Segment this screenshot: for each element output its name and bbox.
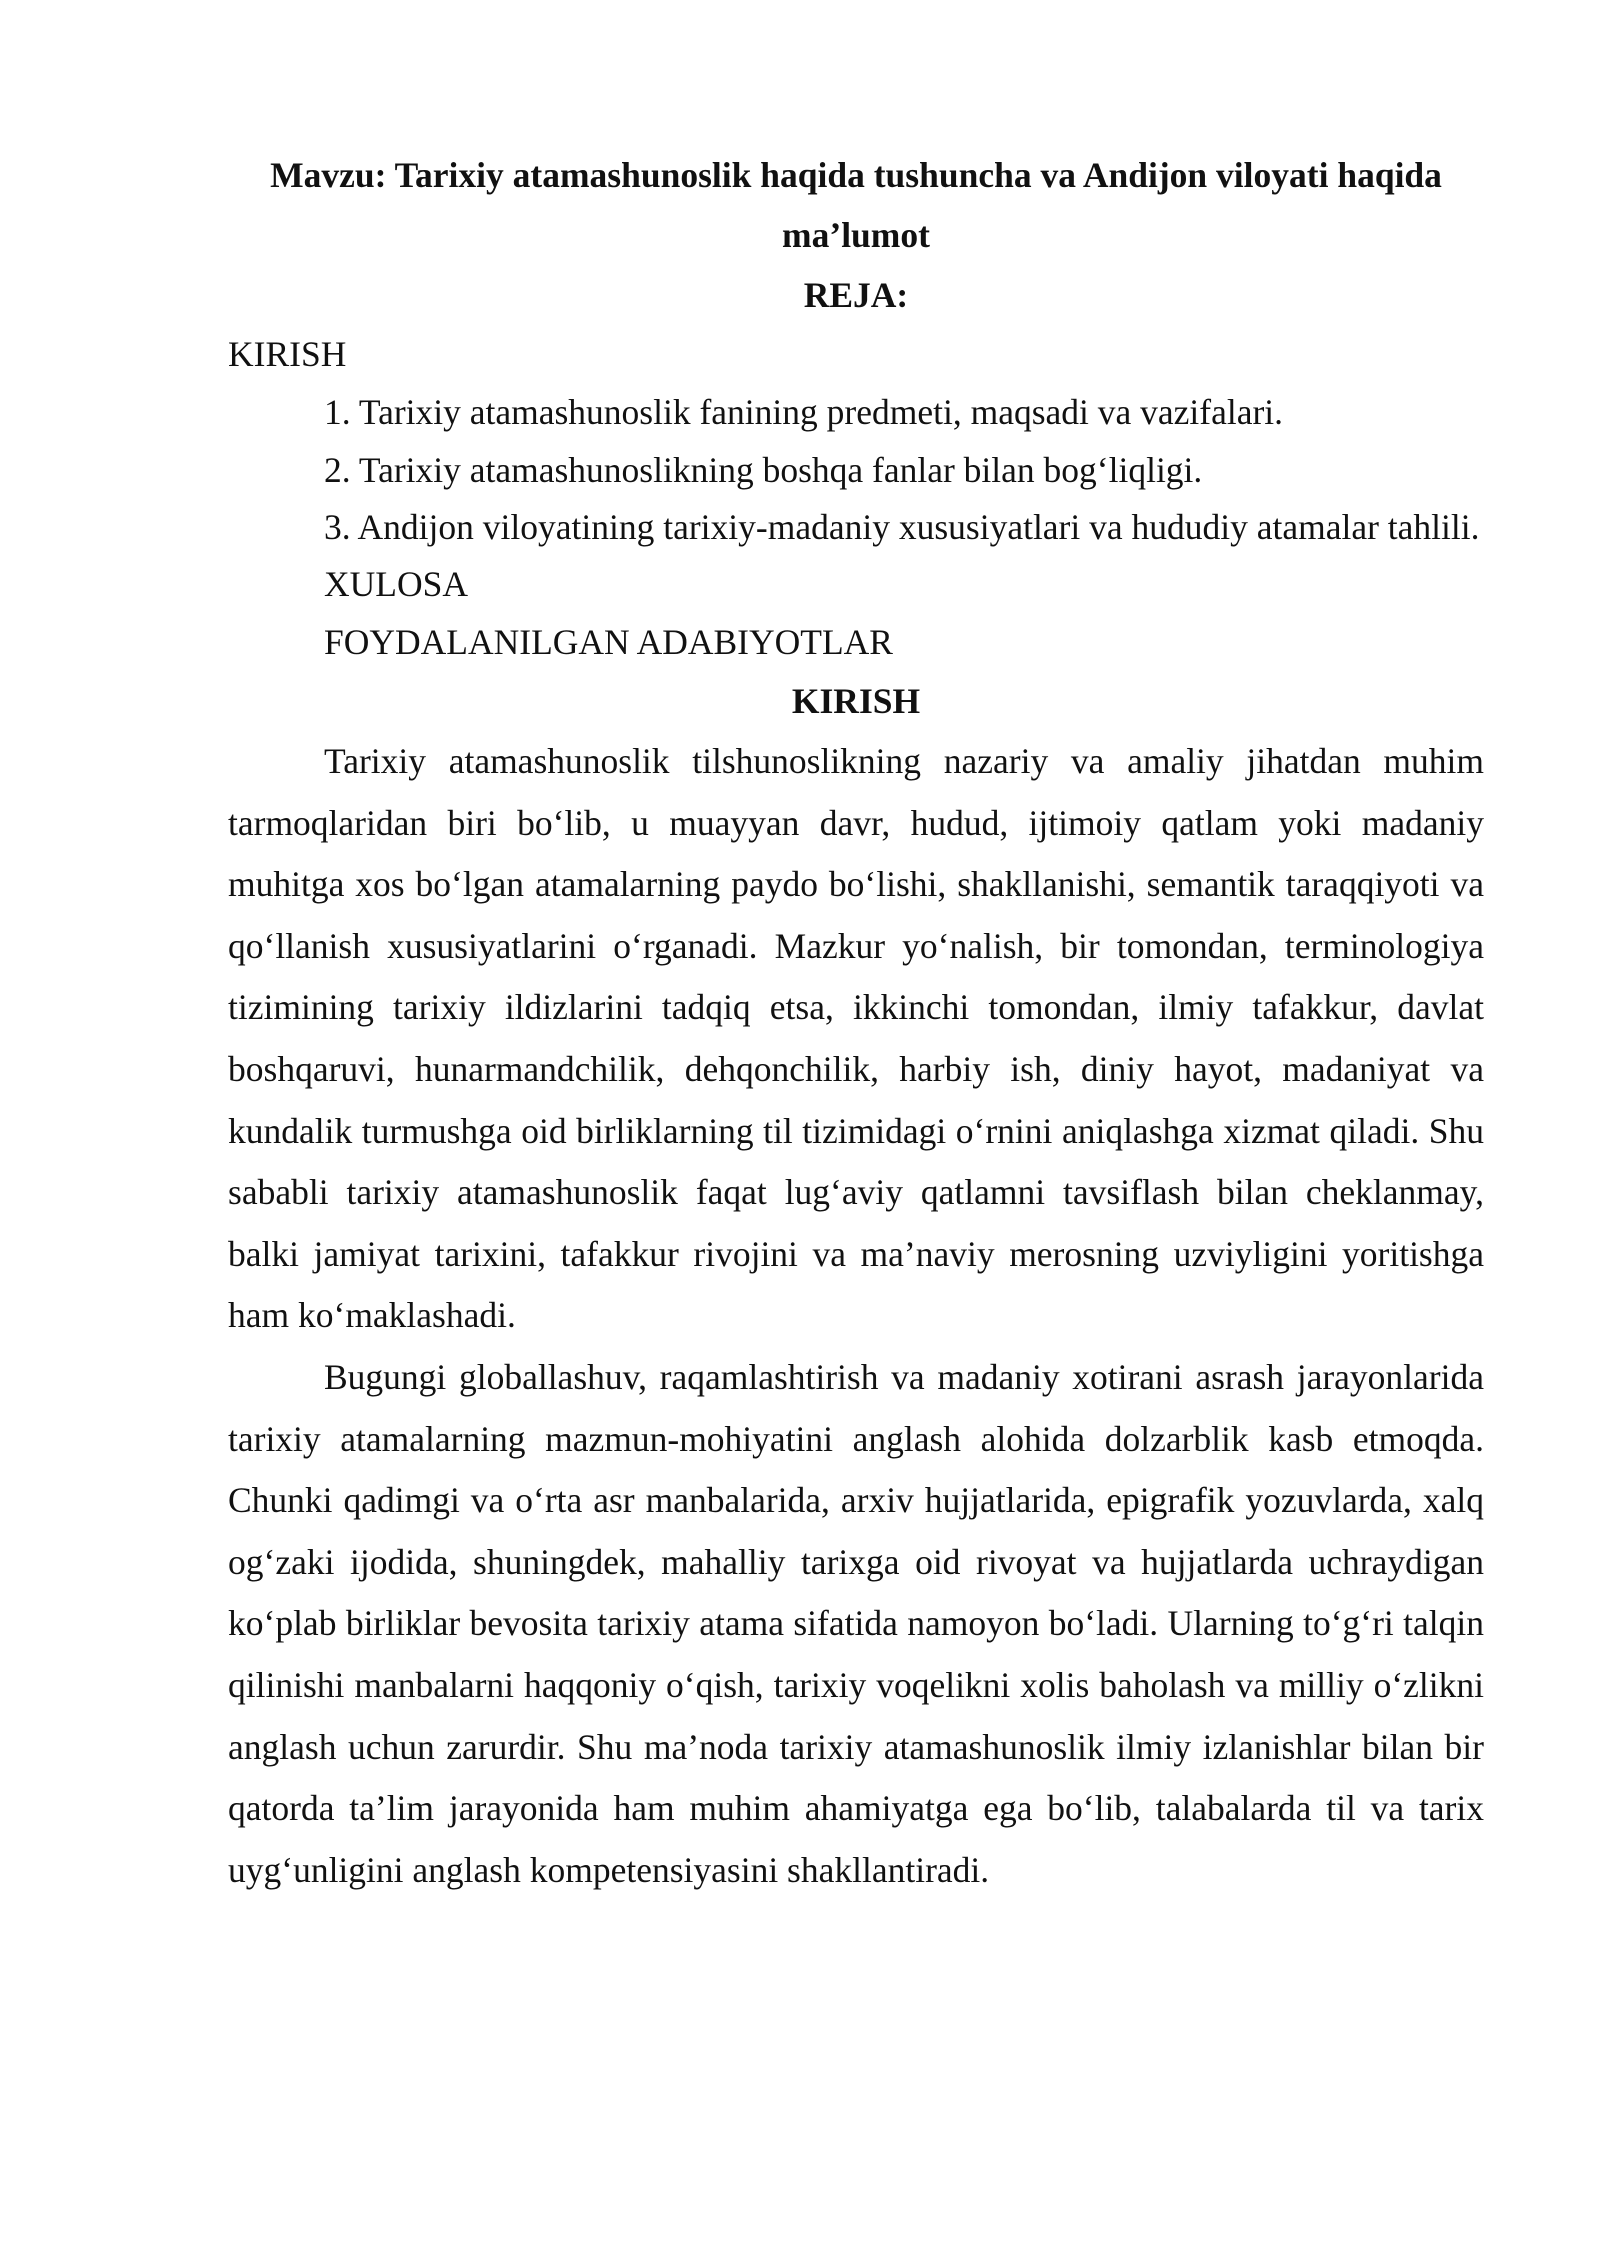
plan-item: 1. Tarixiy atamashunoslik fanining predmeti, maqsadi va vazifalari.: [324, 392, 1284, 432]
plan-item: 3. Andijon viloyatining tarixiy-madaniy xususiyatlari va hududiy atamalar tahlili.: [324, 507, 1480, 547]
plan-heading: REJA:: [803, 275, 909, 315]
plan-conclusion: XULOSA: [324, 564, 468, 604]
body-paragraph: Bugungi globallashuv, raqamlashtirish va madaniy xotirani asrash jarayonlarida tarixiy atamalarning mazmun-mohiyatini anglash alohida dolzarblik kasb etmoqda. Chunki qadimgi va o‘rta asr manbalarida, arxiv hujjatlarida, epigrafik yozuvlarda, xalq og‘zaki ijodida, shuningdek, mahalliy tarixga oid rivoyat va hujjatlarda uchraydigan ko‘plab birliklar bevosita tarixiy atama sifatida namoyon bo‘ladi. Ularning to‘g‘ri talqin qilinishi manbalarni haqqoniy o‘qish, tarixiy voqelikni xolis baholash va milliy o‘zlikni anglash uchun zarurdir. Shu ma’noda tarixiy atamashunoslik ilmiy izlanishlar bilan bir qatorda ta’lim jarayonida ham muhim ahamiyatga ega bo‘lib, talabalarda til va tarix uyg‘unligini anglash kompetensiyasini shakllantiradi.: [228, 1356, 1484, 1890]
body-paragraph: Tarixiy atamashunoslik tilshunoslikning nazariy va amaliy jihatdan muhim tarmoqlaridan biri bo‘lib, u muayyan davr, hudud, ijtimoiy qatlam yoki madaniy muhitga xos bo‘lgan atamalarning paydo bo‘lishi, shakllanishi, semantik taraqqiyoti va qo‘llanish xususiyatlarini o‘rganadi. Mazkur yo‘nalish, bir tomondan, terminologiya tizimining tarixiy ildizlarini tadqiq etsa, ikkinchi tomondan, ilmiy tafakkur, davlat boshqaruvi, hunarmandchilik, dehqonchilik, harbiy ish, diniy hayot, madaniyat va kundalik turmushga oid birliklarning til tizimidagi o‘rnini aniqlashga xizmat qiladi. Shu sababli tarixiy atamashunoslik faqat lug‘aviy qatlamni tavsiflash bilan cheklanmay, balki jamiyat tarixini, tafakkur rivojini va ma’naviy merosning uzviyligini yoritishga ham ko‘maklashadi.: [228, 741, 1484, 1336]
plan-references: FOYDALANILGAN ADABIYOTLAR: [324, 622, 893, 662]
section-heading-kirish: KIRISH: [791, 681, 921, 721]
plan-list: [228, 383, 1484, 555]
plan-intro: KIRISH: [228, 334, 347, 374]
plan-item: 2. Tarixiy atamashunoslikning boshqa fanlar bilan bog‘liqligi.: [324, 450, 1203, 490]
document-title: Mavzu: Tarixiy atamashunoslik haqida tushuncha va Andijon viloyati haqida ma’lumot: [270, 155, 1442, 255]
document-page: [228, 145, 1484, 1901]
